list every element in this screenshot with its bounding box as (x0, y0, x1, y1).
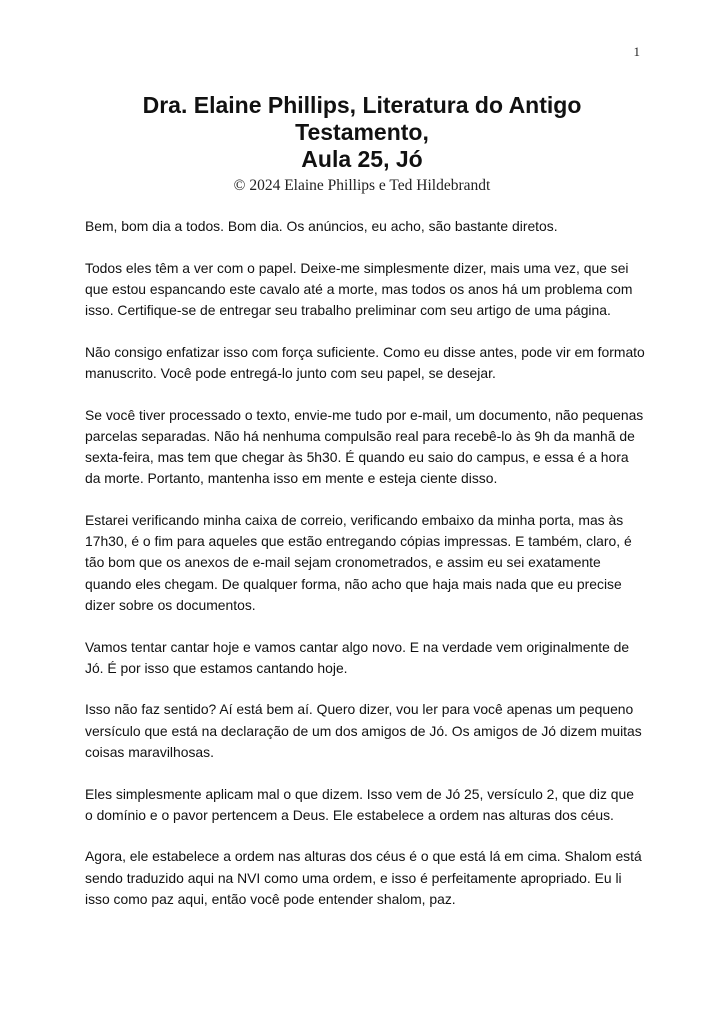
document-title (80, 92, 644, 173)
transcript-body (85, 216, 645, 931)
page-number: 1 (633, 44, 640, 59)
paragraph-5: Estarei verificando minha caixa de correio, verificando embaixo da minha porta, mas às 17h30, é o fim para aqueles que estão entregando cópias impressas. E também, claro, é tão bom que os anexos de e-mail sejam cronometrados, e assim eu sei exatamente quando eles chegam. De qualquer forma, não acho que haja mais nada que eu precise dizer sobre os documentos. (85, 512, 632, 613)
copyright-line: © 2024 Elaine Phillips e Ted Hildebrandt (233, 177, 491, 194)
paragraph-2: Todos eles têm a ver com o papel. Deixe-me simplesmente dizer, mais uma vez, que sei que estou espancando este cavalo até a morte, mas todos os anos há um problema com isso. Certifique-se de entregar seu trabalho preliminar com seu artigo de uma página. (85, 259, 633, 319)
title-block (80, 92, 644, 195)
paragraph-9: Agora, ele estabelece a ordem nas alturas dos céus é o que está lá em cima. Shalom está sendo traduzido aqui na NVI como uma ordem, e isso é perfeitamente apropriado. Eu li isso como paz aqui, então você pode entender shalom, paz. (85, 848, 642, 907)
paragraph-8: Eles simplesmente aplicam mal o que dizem. Isso vem de Jó 25, versículo 2, que diz que o domínio e o pavor pertencem a Deus. Ele estabelece a ordem nas alturas dos céus. (85, 785, 634, 823)
paragraph-1: Bem, bom dia a todos. Bom dia. Os anúncios, eu acho, são bastante diretos. (85, 218, 558, 234)
paragraph-6: Vamos tentar cantar hoje e vamos cantar algo novo. E na verdade vem originalmente de Jó. É por isso que estamos cantando hoje. (85, 638, 630, 676)
title-line-2: Testamento, (295, 119, 429, 145)
paragraph-3: Não consigo enfatizar isso com força suficiente. Como eu disse antes, pode vir em formato manuscrito. Você pode entregá-lo junto com seu papel, se desejar. (85, 343, 645, 382)
title-line-3: Aula 25, Jó (301, 146, 423, 172)
paragraph-4: Se você tiver processado o texto, envie-me tudo por e-mail, um documento, não pequenas parcelas separadas. Não há nenhuma compulsão real para recebê-lo às 9h da manhã de sexta-feira, mas tem que chegar às 5h30. É quando eu saio do campus, e essa é a hora da morte. Portanto, mantenha isso em mente e esteja ciente disso. (85, 406, 644, 487)
paragraph-7: Isso não faz sentido? Aí está bem aí. Quero dizer, vou ler para você apenas um pequeno versículo que está na declaração de um dos amigos de Jó. Os amigos de Jó dizem muitas coisas maravilhosas. (85, 701, 642, 760)
title-line-1: Dra. Elaine Phillips, Literatura do Antigo (142, 92, 582, 118)
